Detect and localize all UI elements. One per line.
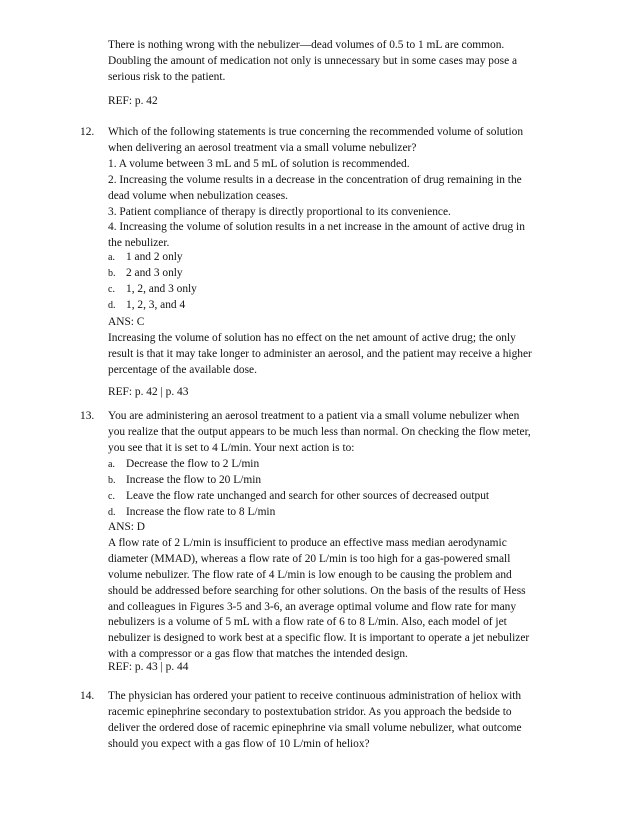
stem-line: the nebulizer. [108, 237, 170, 250]
rationale-line: result is that it may take longer to administer an aerosol, and the patient may receive a higher [108, 347, 532, 360]
option-letter: d. [108, 299, 116, 311]
option-text: 1 and 2 only [126, 251, 183, 263]
intro-rationale [108, 38, 568, 86]
rationale-line: volume nebulizer. The flow rate of 4 L/min is low enough to be causing the problem and [108, 568, 512, 581]
stem-line: when delivering an aerosol treatment via a small volume nebulizer? [108, 141, 417, 154]
stem-line: Which of the following statements is true concerning the recommended volume of solution [108, 126, 524, 138]
rationale-line: with a compressor or a gas flow that matches the intended design. [108, 648, 408, 661]
question-14-number: 14. [80, 690, 95, 702]
option-letter: b. [108, 267, 116, 279]
option-a [108, 250, 568, 266]
option-letter: c. [108, 490, 115, 502]
rationale-line: nebulizers is a volume of 5 mL with a flow rate of 6 to 8 L/min. Also, each model of jet [108, 616, 507, 629]
question-13-answer-block [108, 520, 568, 663]
rationale-line: percentage of the available dose. [108, 363, 257, 376]
stem-line: deliver the ordered dose of racemic epinephrine via small volume nebulizer, what outcome [108, 721, 522, 734]
option-c [108, 282, 568, 298]
option-a [108, 457, 568, 473]
stem-line: 4. Increasing the volume of solution results in a net increase in the amount of active drug in [108, 221, 525, 234]
option-text: 2 and 3 only [126, 266, 183, 279]
question-14-stem [108, 689, 568, 753]
stem-line: 2. Increasing the volume results in a decrease in the concentration of drug remaining in the [108, 173, 522, 186]
question-12-options [108, 250, 568, 314]
stem-line: racemic epinephrine secondary to postextubation stridor. As you approach the bedside to [108, 705, 512, 718]
stem-line: you realize that the output appears to be much less than normal. On checking the flow meter, [108, 425, 531, 438]
option-letter: b. [108, 474, 116, 486]
option-text: Decrease the flow to 2 L/min [126, 458, 260, 470]
rationale-line: There is nothing wrong with the nebulizer—dead volumes of 0.5 to 1 mL are common. [108, 39, 505, 51]
option-d [108, 298, 568, 314]
stem-line: The physician has ordered your patient to receive continuous administration of heliox with [108, 690, 522, 702]
rationale-line: should be addressed before searching for other solutions. On the basis of the results of Hess [108, 584, 526, 597]
answer-label: ANS: D [108, 521, 146, 533]
question-12-ref: REF: p. 42 | p. 43 [108, 386, 189, 398]
rationale-line: diameter (MMAD), whereas a flow rate of 20 L/min is too high for a gas-powered small [108, 552, 511, 565]
option-letter: a. [108, 252, 115, 263]
option-text: Increase the flow to 20 L/min [126, 473, 262, 486]
rationale-line: and colleagues in Figures 3-5 and 3-6, an average optimal volume and flow rate for many [108, 600, 517, 613]
question-13-number: 13. [80, 410, 95, 422]
option-b [108, 266, 568, 282]
rationale-line: A flow rate of 2 L/min is insufficient to produce an effective mass median aerodynamic [108, 536, 507, 549]
answer-label: ANS: C [108, 316, 145, 328]
option-letter: c. [108, 283, 115, 295]
stem-line: you see that it is set to 4 L/min. Your next action is to: [108, 441, 355, 454]
option-letter: d. [108, 506, 116, 518]
stem-line: 3. Patient compliance of therapy is directly proportional to its convenience. [108, 205, 451, 218]
option-text: Increase the flow rate to 8 L/min [126, 505, 276, 518]
option-b [108, 473, 568, 489]
rationale-line: serious risk to the patient. [108, 70, 226, 83]
rationale-line: Increasing the volume of solution has no effect on the net amount of active drug; the only [108, 331, 516, 344]
question-13-options [108, 457, 568, 521]
option-text: 1, 2, and 3 only [126, 282, 197, 295]
option-text: Leave the flow rate unchanged and search for other sources of decreased output [126, 489, 490, 502]
option-d [108, 505, 568, 521]
question-12-stem [108, 125, 568, 252]
option-c [108, 489, 568, 505]
stem-line: You are administering an aerosol treatment to a patient via a small volume nebulizer when [108, 410, 520, 422]
intro-ref: REF: p. 42 [108, 95, 158, 107]
question-12-answer-block [108, 315, 568, 379]
option-letter: a. [108, 459, 115, 470]
question-13-stem [108, 409, 568, 457]
stem-line: should you expect with a gas flow of 10 L/min of heliox? [108, 737, 370, 750]
question-12-number: 12. [80, 126, 95, 138]
question-13-ref: REF: p. 43 | p. 44 [108, 661, 189, 673]
rationale-line: nebulizer is designed to work best at a specific flow. It is important to operate a jet nebulizer [108, 632, 530, 645]
rationale-line: Doubling the amount of medication not only is unnecessary but in some cases may pose a [108, 54, 518, 67]
stem-line: 1. A volume between 3 mL and 5 mL of solution is recommended. [108, 157, 410, 170]
option-text: 1, 2, 3, and 4 [126, 298, 186, 311]
stem-line: dead volume when nebulization ceases. [108, 189, 288, 202]
